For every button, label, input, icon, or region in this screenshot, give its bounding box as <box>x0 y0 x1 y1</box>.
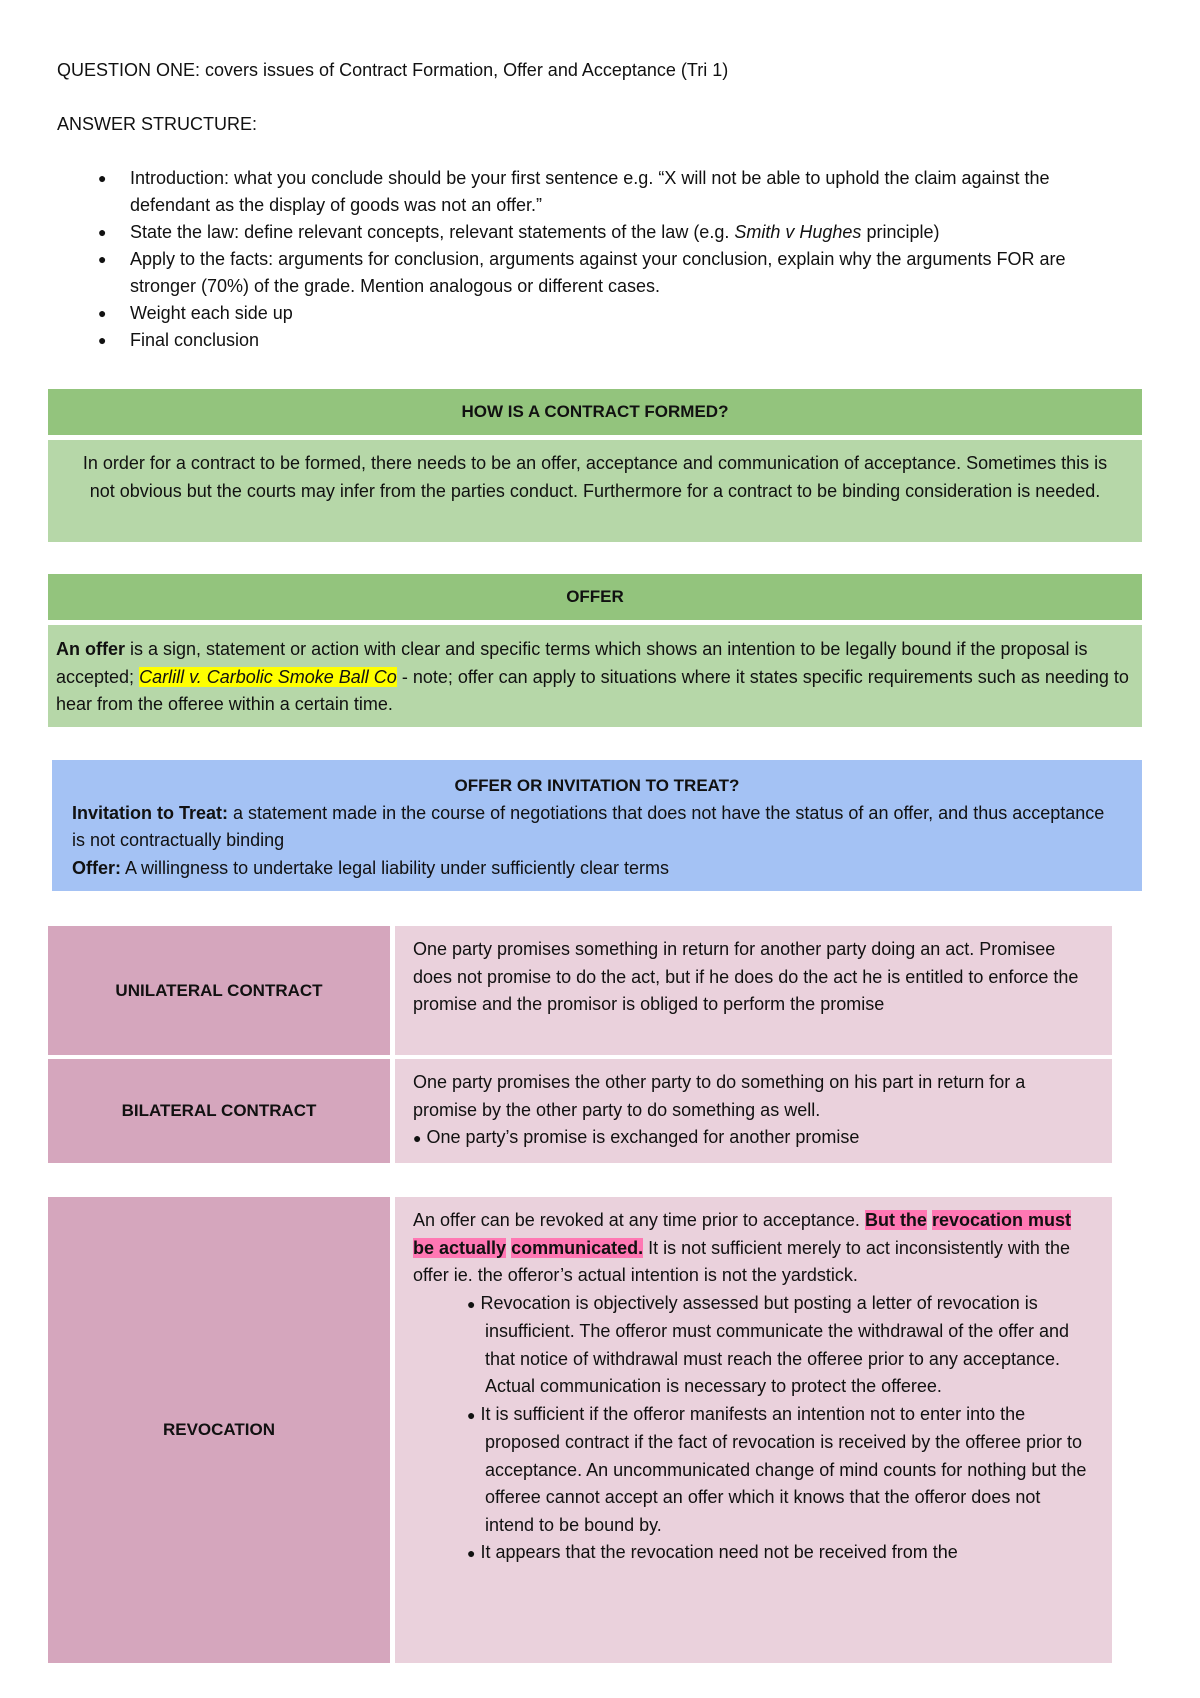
list-item-text: Apply to the facts: arguments for conclusion, arguments against your conclusion, explain why the arguments FOR are stronger (70%) of the grade. Mention analogous or different cases. <box>130 249 1066 296</box>
formed-body-text: In order for a contract to be formed, there needs to be an offer, acceptance and communication of acceptance. Sometimes this is not obvious but the courts may infer from the parties conduct. Furthermore for a contract to be binding consideration is needed. <box>82 453 1108 501</box>
list-item <box>413 1290 1094 1401</box>
formed-heading: HOW IS A CONTRACT FORMED? <box>48 389 1142 435</box>
unilateral-label: UNILATERAL CONTRACT <box>48 926 390 1055</box>
revocation-highlight: revocation must be actually <box>413 1210 1072 1258</box>
bullet-icon: ● <box>413 1130 422 1146</box>
bullet-icon: ● <box>467 1406 476 1423</box>
answer-structure-title: ANSWER STRUCTURE: <box>57 114 258 134</box>
itt-heading: OFFER OR INVITATION TO TREAT? <box>454 776 740 795</box>
itt-term: Invitation to Treat: <box>72 802 229 823</box>
bilateral-cell <box>395 1059 1112 1163</box>
revocation-highlight: But the <box>864 1210 927 1230</box>
unilateral-text: One party promises something in return for another party doing an act. Promisee does not promise to do the act, but if he does do the act he is entitled to enforce the promise and the promisor is obliged to perform the promise <box>395 926 1112 1055</box>
list-item <box>98 327 1118 354</box>
revocation-bullet-text: Revocation is objectively assessed but posting a letter of revocation is insufficient. The offeror must communicate the withdrawal of the offer and that notice of withdrawal must reach the offeree prior to any acceptance. Actual communication is necessary to protect the offeree. <box>480 1292 1069 1396</box>
case-name: Smith v Hughes <box>734 222 862 242</box>
list-item-text: Weight each side up <box>130 303 293 323</box>
itt-box <box>52 760 1142 891</box>
offer-case-highlight: Carlill v. Carbolic Smoke Ball Co <box>139 666 397 687</box>
offer-body <box>48 625 1142 727</box>
bullet-icon: ● <box>467 1295 476 1312</box>
question-title: QUESTION ONE: covers issues of Contract Formation, Offer and Acceptance (Tri 1) <box>57 60 729 80</box>
answer-structure-list <box>98 165 1118 354</box>
list-item-text: State the law: define relevant concepts, relevant statements of the law (e.g. <box>130 222 730 242</box>
bilateral-bullet <box>413 1124 1094 1153</box>
revocation-intro-text: An offer can be revoked at any time prior to acceptance. <box>413 1210 860 1230</box>
list-item <box>98 165 1118 219</box>
bilateral-bullet-text: One party’s promise is exchanged for another promise <box>426 1127 860 1147</box>
revocation-bullets <box>413 1290 1094 1568</box>
revocation-intro <box>413 1207 1094 1290</box>
offer-note: - note; offer can apply to situations where it states specific requirements such as needing to hear from the offeree within a certain time. <box>56 666 1129 714</box>
formed-body <box>48 440 1142 542</box>
offer-text: is a sign, statement or action with clear and specific terms which shows an intention to be legally bound if the proposal is accepted; <box>56 639 1088 687</box>
offer-term: An offer <box>56 639 125 659</box>
revocation-intro-after: It is not sufficient merely to act inconsistently with the offer ie. the offeror’s actual intention is not the yardstick. <box>413 1237 1070 1285</box>
offer-def-term: Offer: <box>72 857 121 878</box>
revocation-highlight: communicated. <box>511 1237 644 1258</box>
bilateral-text: One party promises the other party to do something on his part in return for a promise by the other party to do something as well. <box>413 1072 1026 1120</box>
offer-heading: OFFER <box>48 574 1142 620</box>
bilateral-label: BILATERAL CONTRACT <box>48 1059 390 1163</box>
list-item <box>413 1401 1094 1540</box>
list-item <box>98 300 1118 327</box>
itt-definition <box>72 800 1122 855</box>
list-item-text: Introduction: what you conclude should be your first sentence e.g. “X will not be able to uphold the claim against the defendant as the display of goods was not an offer.” <box>130 168 1050 215</box>
revocation-label: REVOCATION <box>48 1197 390 1663</box>
list-item-text: Final conclusion <box>130 330 260 350</box>
revocation-cell <box>395 1197 1112 1663</box>
itt-definition-text: a statement made in the course of negotiations that does not have the status of an offer, and thus acceptance is not contractually binding <box>72 802 1105 850</box>
list-item-text: principle) <box>866 222 940 242</box>
offer-definition-text: A willingness to undertake legal liability under sufficiently clear terms <box>125 857 669 878</box>
bullet-icon: ● <box>467 1545 476 1561</box>
revocation-bullet-text: It appears that the revocation need not be received from the <box>480 1542 958 1562</box>
revocation-bullet-text: It is sufficient if the offeror manifests an intention not to enter into the proposed contract if the fact of revocation is received by the offeree prior to acceptance. An uncommunicated change of mind counts for nothing but the offeree cannot accept an offer which it knows that the offeror does not intend to be bound by. <box>480 1403 1087 1535</box>
list-item <box>98 246 1118 300</box>
list-item <box>413 1539 1094 1568</box>
list-item <box>98 219 1118 246</box>
offer-definition <box>72 855 1122 883</box>
